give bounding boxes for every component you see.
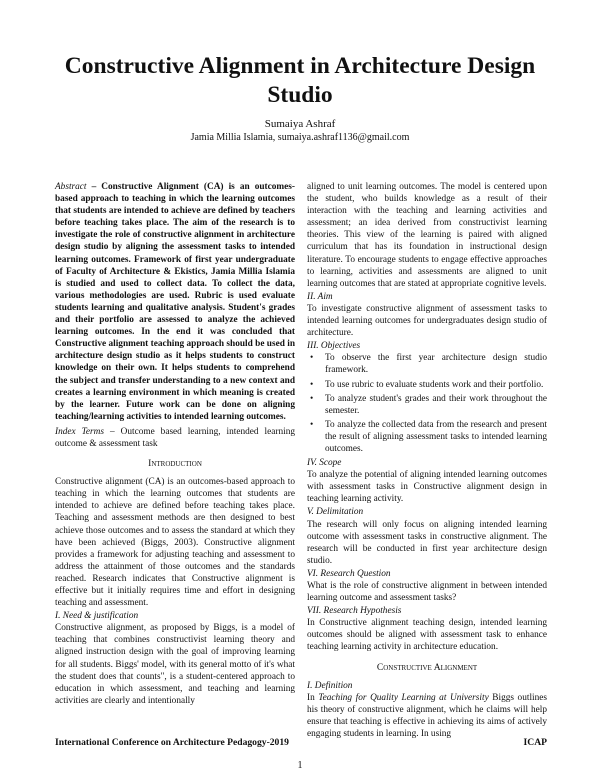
index-terms-label: Index Terms (55, 426, 105, 437)
research-hypothesis-text: In Constructive alignment teaching design, intended learning outcomes should be aligned with assessment task to enhance teaching learning activity in architecture education. (307, 618, 547, 653)
objectives-heading: III. Objectives (307, 341, 361, 352)
definition-body: Biggs outlines his theory of constructive alignment, which he claims will help ensure that teaching is effective in achieving its aims of actively engaging students in learning. In using (307, 692, 547, 740)
page-number: 1 (297, 760, 303, 771)
index-terms-text: – Outcome based learning, intended learning outcome & assessment task (55, 426, 295, 449)
author-name: Sumaiya Ashraf (264, 118, 336, 130)
conference-abbrev: ICAP (523, 737, 547, 748)
abstract-text: – Constructive Alignment (CA) is an outcomes-based approach to teaching in which the learning outcomes that students are intended to achieve are defined by teachers before teaching takes place. The aim of the research is to investigate the role of constructive alignment in architecture design studio by aligning the assessment tasks to intended learning outcomes. Framework of first year undergraduate of Faculty of Architecture & Ekistics, Jamia Millia Islamia is studied and used to collect data. To collect the data, various methodologies are used. Rubric is used evaluate students learning and qualitative analysis. Student's grades and their portfolio are assessed to analyze the achieved learning outcomes. In the end it was concluded that Constructive alignment teaching approach should be used in architecture design studio as it helps students to construct knowledge on their own. It helps students to comprehend the subject and transfer understanding to a new context and creates a learning environment in which meaning is created by the learner. Future work can be done on aligning teaching/learning activities to intended learning outcomes. (55, 182, 295, 422)
introduction-heading: Introduction (148, 458, 202, 470)
objective-item: • To observe the first year architecture design studio framework. (307, 352, 547, 376)
definition-prefix: In (307, 692, 319, 703)
need-justification-heading: I. Need & justification (55, 611, 139, 622)
left-column (55, 181, 295, 707)
right-column (307, 181, 547, 740)
abstract (55, 181, 295, 423)
research-question-heading: VI. Research Question (307, 568, 391, 579)
definition-heading: I. Definition (307, 680, 353, 691)
constructive-alignment-heading: Constructive Alignment (376, 661, 478, 673)
objective-item: • To analyze student's grades and their work throughout the semester. (307, 393, 547, 417)
aim-text: To investigate constructive alignment of assessment tasks to intended learning outcomes for undergraduates design studio of architecture. (307, 303, 547, 339)
objectives-list (307, 352, 547, 455)
scope-heading: IV. Scope (307, 458, 342, 469)
paper-title: Constructive Alignment in Architecture Design Studio (64, 53, 536, 108)
objective-item: • To analyze the collected data from the research and present the result of aligning assessment tasks to intended learning outcomes. (307, 419, 547, 455)
delimitation-heading: V. Delimitation (307, 507, 364, 518)
index-terms (55, 426, 295, 450)
delimitation-text: The research will only focus on aligning intended learning outcome with assessment tasks in constructive alignment. The research will be conducted in first year architecture design studio. (307, 519, 547, 566)
book-title: Teaching for Quality Learning at University (318, 692, 489, 703)
conference-name: International Conference on Architecture Pedagogy-2019 (55, 737, 289, 748)
objective-item: • To use rubric to evaluate students work and their portfolio. (307, 379, 547, 391)
abstract-label: Abstract (55, 182, 87, 192)
introduction-paragraph-1: Constructive alignment (CA) is an outcomes-based approach to teaching in which the learning outcomes that students are intended to achieve are defined before teaching takes place. Teaching and assessment methods are then designed to best achieve those outcomes and to assess the standard at which they have been achieved (Biggs, 2003). Constructive alignment provides a framework for adjusting teaching and assessment to address the attainment of those outcomes and the standards reached. Research indicates that Constructive alignment is effective but it initially requires time and effort in designing teaching and assessment. (55, 477, 295, 609)
aim-heading: II. Aim (307, 291, 333, 302)
scope-text: To analyze the potential of aligning intended learning outcomes with assessment tasks in Constructive alignment design in teaching learning activity. (307, 470, 547, 505)
continued-paragraph: aligned to unit learning outcomes. The model is centered upon the student, who builds knowledge as a result of their interaction with the teaching and learning activities and assessment; an idea derived from constructivist learning theories. This view of the learning is paired with aligned curriculum that has its foundation in instructional design literature. To encourage students to engage effective approaches to learning, activities and assessments are aligned to unit learning outcomes that are stated at appropriate cognitive levels. (307, 182, 547, 289)
author-affiliation: Jamia Millia Islamia, sumaiya.ashraf1136@gmail.com (190, 132, 410, 143)
research-question-text: What is the role of constructive alignment in between intended learning outcome and assessment tasks? (307, 581, 547, 604)
definition-text (307, 692, 547, 740)
research-hypothesis-heading: VII. Research Hypothesis (307, 606, 402, 617)
introduction-paragraph-2: Constructive alignment, as proposed by Biggs, is a model of teaching that combines constructivist learning theory and aligned instruction design with the goal of improving learning for all students. Biggs' model, with its general motto of it's what the student does that counts", is a student-centered approach to education in which assessment, and teaching and learning activities are clearly and intentionally (55, 623, 295, 706)
